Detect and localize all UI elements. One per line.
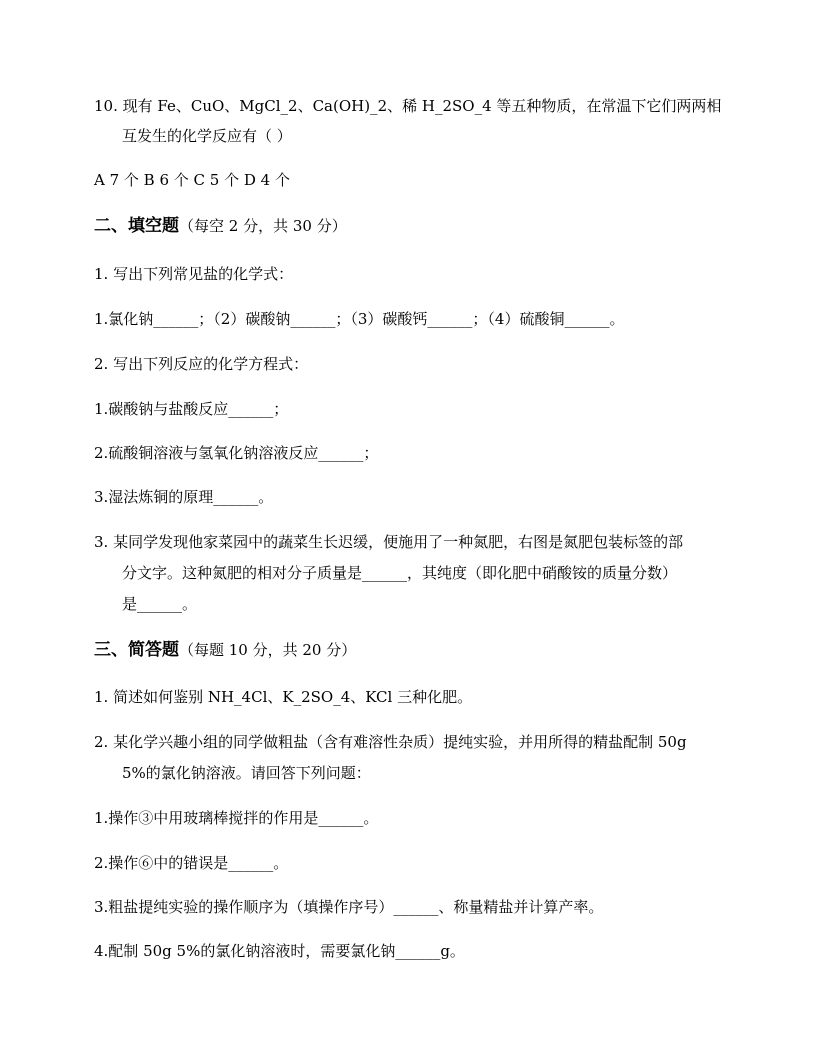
section-2-q2-stem: 2. 写出下列反应的化学方程式：: [94, 355, 309, 373]
section-2-q1-stem: 1. 写出下列常见盐的化学式：: [94, 265, 294, 283]
section-2-q2-item1: 1.碳酸钠与盐酸反应______；: [94, 400, 289, 418]
section-2-q2-item3: 3.湿法炼铜的原理______。: [94, 488, 274, 506]
question-10-stem-line2: 互发生的化学反应有（ ）: [122, 127, 292, 145]
section-2-heading: [94, 215, 734, 237]
section-2-q3-line2: 分文字。这种氮肥的相对分子质量是______，其纯度（即化肥中硝酸铵的质量分数）: [122, 564, 678, 582]
section-2-q1-blanks: 1.氯化钠______；（2）碳酸钠______；（3）碳酸钙______；（4）硫酸铜______。: [94, 310, 625, 328]
section-2-title: 二、填空题: [94, 216, 179, 236]
section-3-q2-item4: 4.配制 50g 5%的氯化钠溶液时，需要氯化钠______g。: [94, 942, 465, 960]
section-2-q3-line1: 3. 某同学发现他家菜园中的蔬菜生长迟缓，便施用了一种氮肥，右图是氮肥包装标签的部: [94, 533, 684, 551]
section-3-q2-item1: 1.操作③中用玻璃棒搅拌的作用是______。: [94, 809, 379, 827]
section-3-heading: [94, 639, 734, 661]
section-3-q2-line2: 5%的氯化钠溶液。请回答下列问题：: [122, 764, 371, 782]
section-3-note: （每题 10 分，共 20 分）: [179, 641, 357, 659]
section-2-q2-item2: 2.硫酸铜溶液与氢氧化钠溶液反应______；: [94, 444, 379, 462]
section-2-note: （每空 2 分，共 30 分）: [179, 217, 347, 235]
section-3-title: 三、简答题: [94, 640, 179, 660]
section-3-q2-line1: 2. 某化学兴趣小组的同学做粗盐（含有难溶性杂质）提纯实验，并用所得的精盐配制 50g: [94, 733, 687, 751]
section-3-q2-item3: 3.粗盐提纯实验的操作顺序为（填操作序号）______、称量精盐并计算产率。: [94, 898, 604, 916]
question-10-options: A 7 个 B 6 个 C 5 个 D 4 个: [94, 171, 290, 189]
question-10-stem-line1: 10. 现有 Fe、CuO、MgCl_2、Ca(OH)_2、稀 H_2SO_4 等五种物质，在常温下它们两两相: [94, 97, 722, 115]
section-3-q2-item2: 2.操作⑥中的错误是______。: [94, 854, 289, 872]
section-2-q3-line3: 是______。: [122, 595, 198, 613]
section-3-q1: 1. 简述如何鉴别 NH_4Cl、K_2SO_4、KCl 三种化肥。: [94, 688, 473, 706]
